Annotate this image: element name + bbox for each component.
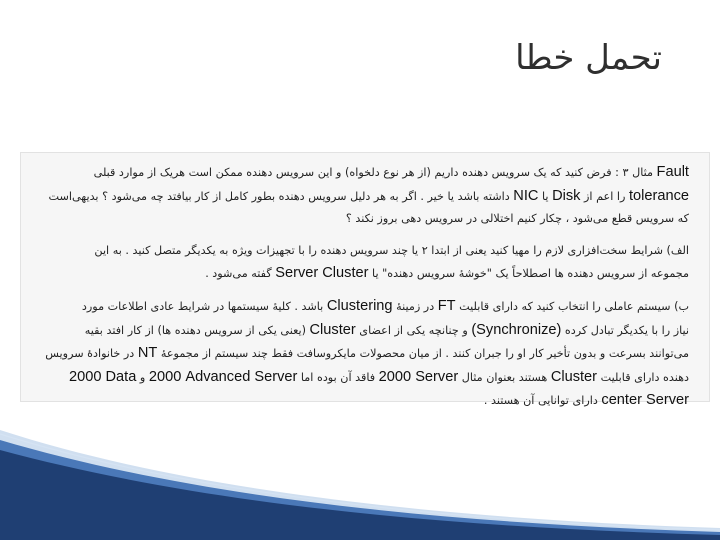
text-run: را اعم از <box>580 189 629 203</box>
text-run: می‌توانند بسرعت و بدون تأخیر کار او را جبران کنند . از میان محصولات مایکروسافت فقط چند سیستم از مجموعهٔ <box>157 347 689 361</box>
text-run: نیاز را با یکدیگر تبادل کرده <box>561 323 689 337</box>
term-fault: Fault <box>656 164 689 180</box>
term-nic: NIC <box>513 187 539 204</box>
paragraph-hardware <box>43 240 689 286</box>
term-tolerance: tolerance <box>628 187 689 204</box>
text-run: دهنده دارای قابلیت <box>597 370 689 384</box>
text-run: یا <box>538 189 553 203</box>
text-run: (یعنی یکی از سرویس دهنده ها) از کار افتد بقیه <box>84 323 310 337</box>
term-2000-advanced-server: 2000 Advanced Server <box>148 368 298 385</box>
term-clustering: Clustering <box>326 297 393 314</box>
text-run: در خانوادهٔ سرویس <box>45 347 138 361</box>
slide-title: تحمل خطا <box>515 38 662 78</box>
term-center-server: center Server <box>601 392 689 409</box>
text-run: الف) شرایط سخت‌افزاری لازم را مهیا کنید یعنی از ابتدا ۲ یا چند سرویس دهنده را با تجهیزات ویژه به یکدیگر متصل کنید . به این <box>94 243 689 257</box>
text-run: که سرویس قطع می‌شود ، چکار کنیم اختلالی در سرویس دهی بروز نکند ؟ <box>345 212 689 226</box>
term-ft: FT <box>437 297 456 314</box>
term-cluster: Cluster <box>309 321 356 338</box>
text-run: در زمینهٔ <box>392 299 438 313</box>
paragraph-example <box>43 161 689 231</box>
text-run: داشته باشد یا خیر . اگر به هر دلیل سرویس دهنده بطور کامل از کار بیافتد چه می‌شود ؟ بدیهی‌است <box>48 189 514 203</box>
term-2000-data: 2000 Data <box>69 368 137 385</box>
text-run: هستند بعنوان مثال <box>458 370 551 384</box>
text-run: ب) سیستم عاملی را انتخاب کنید که دارای قابلیت <box>455 299 689 313</box>
term-synchronize: (Synchronize) <box>471 321 562 338</box>
text-run: فاقد آن بوده اما <box>297 370 379 384</box>
term-nt: NT <box>137 345 158 362</box>
text-run: دارای توانایی آن هستند . <box>483 394 602 408</box>
content-text <box>43 161 689 413</box>
text-run: مجموعه از سرویس دهنده ها اصطلاحاً یک "خوشهٔ سرویس دهنده" یا <box>368 267 689 281</box>
content-box <box>20 152 710 409</box>
term-2000-server: 2000 Server <box>378 368 459 385</box>
wave-decoration <box>0 410 720 540</box>
term-disk: Disk <box>552 187 581 204</box>
text-run: و <box>136 370 149 384</box>
paragraph-os <box>43 295 689 413</box>
text-run: گفته می‌شود . <box>205 267 276 281</box>
term-cluster: Cluster <box>550 368 598 385</box>
text-run: باشد . کلیهٔ سیستمها در شرایط عادی اطلاعات مورد <box>81 299 327 313</box>
text-run: و چنانچه یکی از اعضای <box>355 323 472 337</box>
term-server-cluster: Server Cluster <box>275 265 369 282</box>
text-run: مثال ۳ : فرض کنید که یک سرویس دهنده داریم (از هر نوع دلخواه) و این سرویس دهنده ممکن است هریک از موارد قبلی <box>93 166 657 179</box>
